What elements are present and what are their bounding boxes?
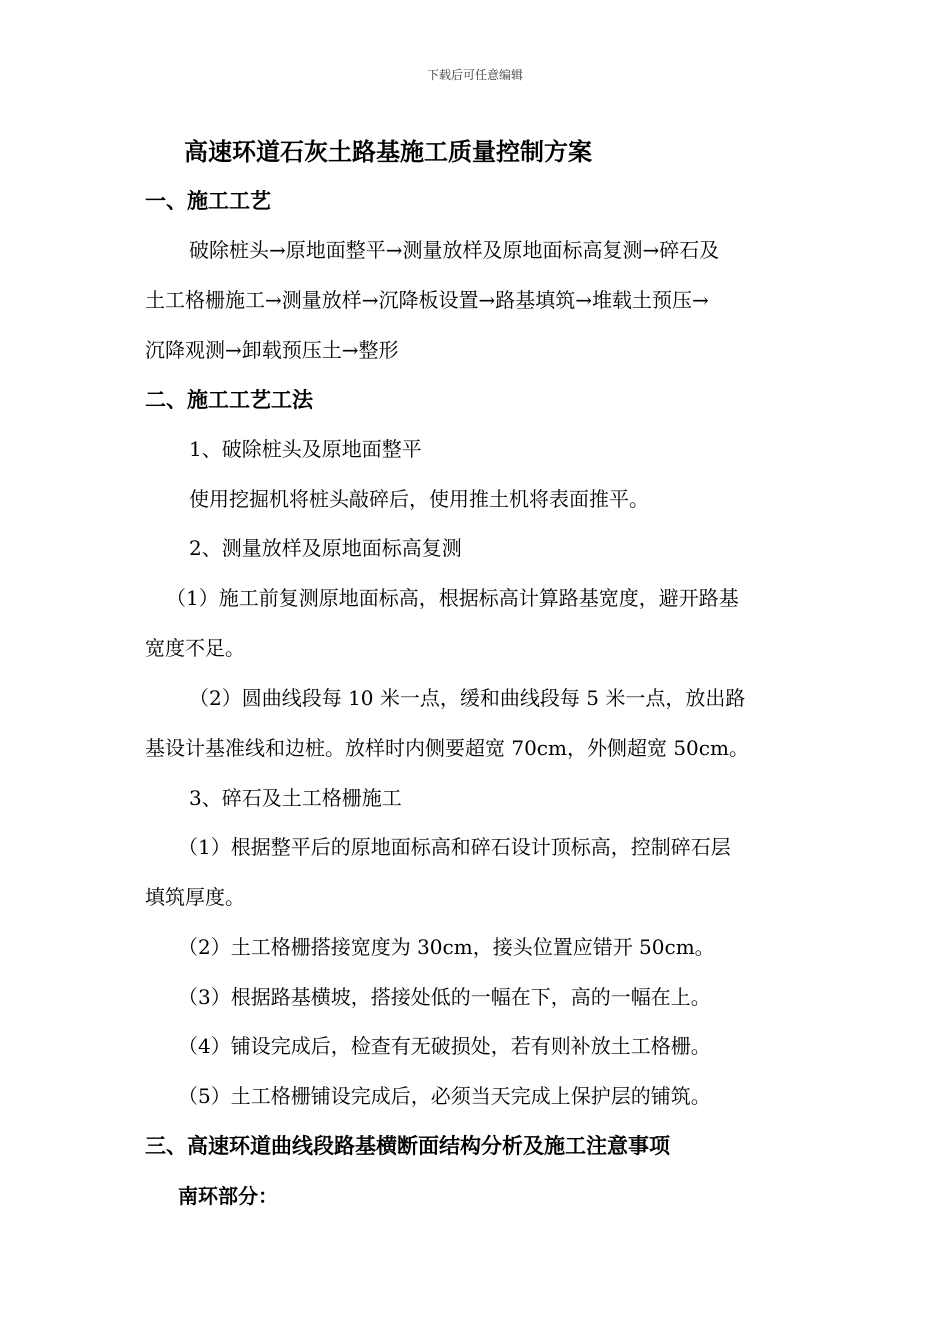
item-2-paragraph-2-line-2: 基设计基准线和边桩。放样时内侧要超宽 70cm，外侧超宽 50cm。 xyxy=(145,736,749,760)
item-1-text: 使用挖掘机将桩头敲碎后，使用推土机将表面推平。 xyxy=(189,487,649,511)
item-2-title: 2、测量放样及原地面标高复测 xyxy=(189,536,462,560)
process-flow-line-3: 沉降观测→卸载预压土→整形 xyxy=(145,338,399,362)
section-1-heading: 一、施工工艺 xyxy=(145,188,271,213)
header-note: 下载后可任意编辑 xyxy=(426,68,523,82)
process-flow-line-2: 土工格栅施工→测量放样→沉降板设置→路基填筑→堆载土预压→ xyxy=(145,288,709,312)
section-2-heading: 二、施工工艺工法 xyxy=(145,387,313,412)
item-1-title: 1、破除桩头及原地面整平 xyxy=(189,437,422,461)
section-3-heading: 三、高速环道曲线段路基横断面结构分析及施工注意事项 xyxy=(145,1133,670,1158)
process-flow-line-1: 破除桩头→原地面整平→测量放样及原地面标高复测→碎石及 xyxy=(189,238,720,262)
document-title: 高速环道石灰土路基施工质量控制方案 xyxy=(184,137,592,166)
item-3-paragraph-1-line-1: （1）根据整平后的原地面标高和碎石设计顶标高，控制碎石层 xyxy=(178,835,731,859)
section-3-subheading: 南环部分： xyxy=(178,1184,278,1208)
item-3-paragraph-5: （5）土工格栅铺设完成后，必须当天完成上保护层的铺筑。 xyxy=(178,1084,711,1108)
item-3-paragraph-1-line-2: 填筑厚度。 xyxy=(145,885,245,909)
item-3-paragraph-3: （3）根据路基横坡，搭接处低的一幅在下，高的一幅在上。 xyxy=(178,985,711,1009)
item-2-paragraph-2-line-1: （2）圆曲线段每 10 米一点，缓和曲线段每 5 米一点，放出路 xyxy=(189,686,746,710)
item-3-title: 3、碎石及土工格栅施工 xyxy=(189,786,402,810)
item-3-paragraph-4: （4）铺设完成后，检查有无破损处，若有则补放土工格栅。 xyxy=(178,1034,711,1058)
item-2-paragraph-1-line-1: （1）施工前复测原地面标高，根据标高计算路基宽度，避开路基 xyxy=(166,586,739,610)
item-2-paragraph-1-line-2: 宽度不足。 xyxy=(145,636,245,660)
item-3-paragraph-2: （2）土工格栅搭接宽度为 30cm，接头位置应错开 50cm。 xyxy=(178,935,715,959)
